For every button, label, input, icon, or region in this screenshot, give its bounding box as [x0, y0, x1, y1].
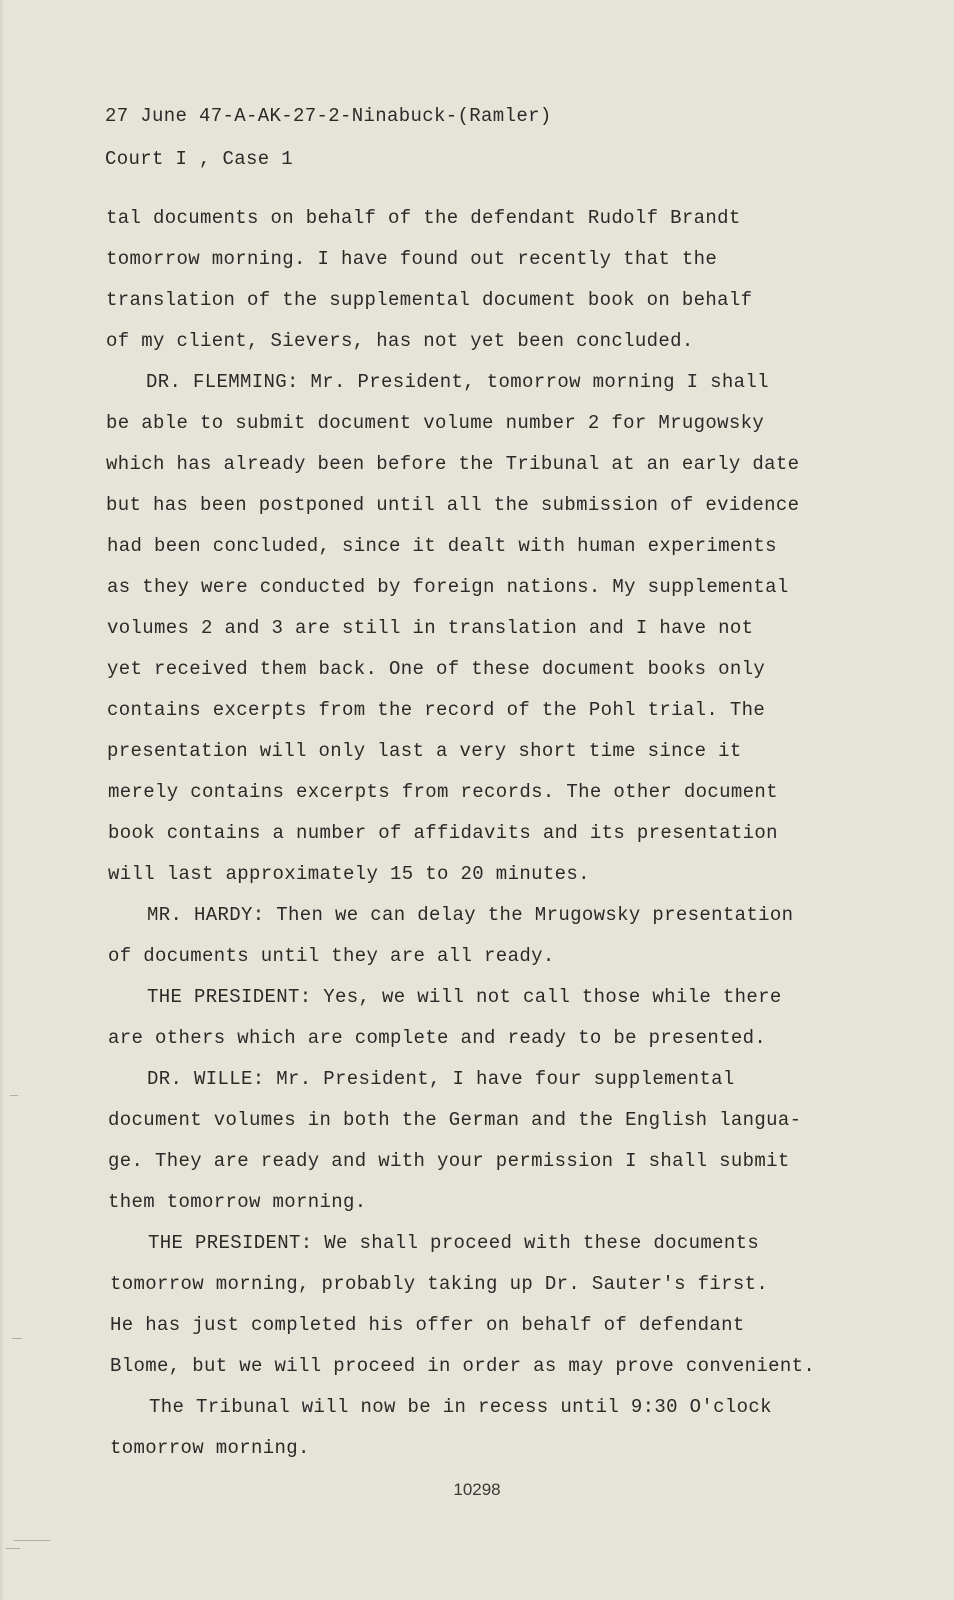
body-line: document volumes in both the German and the English langua-: [108, 1109, 802, 1131]
body-line: but has been postponed until all the submission of evidence: [106, 494, 800, 516]
body-line: contains excerpts from the record of the Pohl trial. The: [107, 699, 766, 721]
body-line: tomorrow morning. I have found out recently that the: [106, 248, 718, 270]
page-number: 10298: [453, 1480, 501, 1499]
body-line: book contains a number of affidavits and its presentation: [108, 822, 778, 844]
body-line: of my client, Sievers, has not yet been concluded.: [106, 330, 694, 352]
margin-tick: [10, 1095, 18, 1096]
header-court-case: Court I , Case 1: [105, 148, 294, 170]
body-line: merely contains excerpts from records. The other document: [108, 781, 778, 803]
body-line: them tomorrow morning.: [108, 1191, 367, 1213]
body-line: are others which are complete and ready to be presented.: [108, 1027, 767, 1049]
body-line: volumes 2 and 3 are still in translation and I have not: [107, 617, 754, 639]
body-line: Blome, but we will proceed in order as may prove convenient.: [110, 1355, 816, 1377]
body-line: presentation will only last a very short time since it: [107, 740, 742, 762]
body-line: which has already been before the Tribunal at an early date: [106, 453, 800, 475]
body-line: translation of the supplemental document book on behalf: [106, 289, 753, 311]
body-line: had been concluded, since it dealt with human experiments: [107, 535, 777, 557]
body-line: as they were conducted by foreign nations. My supplemental: [107, 576, 789, 598]
margin-scratch: [6, 1548, 20, 1549]
body-line: He has just completed his offer on behalf of defendant: [110, 1314, 745, 1336]
speaker-paragraph-hardy: MR. HARDY: Then we can delay the Mrugowsky presentation: [147, 904, 794, 926]
body-line: tomorrow morning, probably taking up Dr. Sauter's first.: [110, 1273, 769, 1295]
margin-scratch: [14, 1540, 50, 1541]
header-reference: 27 June 47-A-AK-27-2-Ninabuck-(Ramler): [105, 105, 552, 127]
speaker-paragraph-flemming: DR. FLEMMING: Mr. President, tomorrow morning I shall: [146, 371, 769, 393]
body-line: tal documents on behalf of the defendant Rudolf Brandt: [106, 207, 741, 229]
speaker-paragraph-wille: DR. WILLE: Mr. President, I have four supplemental: [147, 1068, 735, 1090]
body-line: yet received them back. One of these document books only: [107, 658, 766, 680]
speaker-paragraph-president: THE PRESIDENT: Yes, we will not call those while there: [147, 986, 782, 1008]
body-line: of documents until they are all ready.: [108, 945, 555, 967]
body-line: tomorrow morning.: [110, 1437, 310, 1459]
body-line: The Tribunal will now be in recess until 9:30 O'clock: [149, 1396, 772, 1418]
margin-tick: [12, 1338, 22, 1339]
speaker-paragraph-president: THE PRESIDENT: We shall proceed with these documents: [148, 1232, 760, 1254]
body-line: will last approximately 15 to 20 minutes.: [108, 863, 590, 885]
body-line: ge. They are ready and with your permission I shall submit: [108, 1150, 790, 1172]
page-edge-shadow: [0, 0, 4, 1600]
body-line: be able to submit document volume number 2 for Mrugowsky: [106, 412, 765, 434]
